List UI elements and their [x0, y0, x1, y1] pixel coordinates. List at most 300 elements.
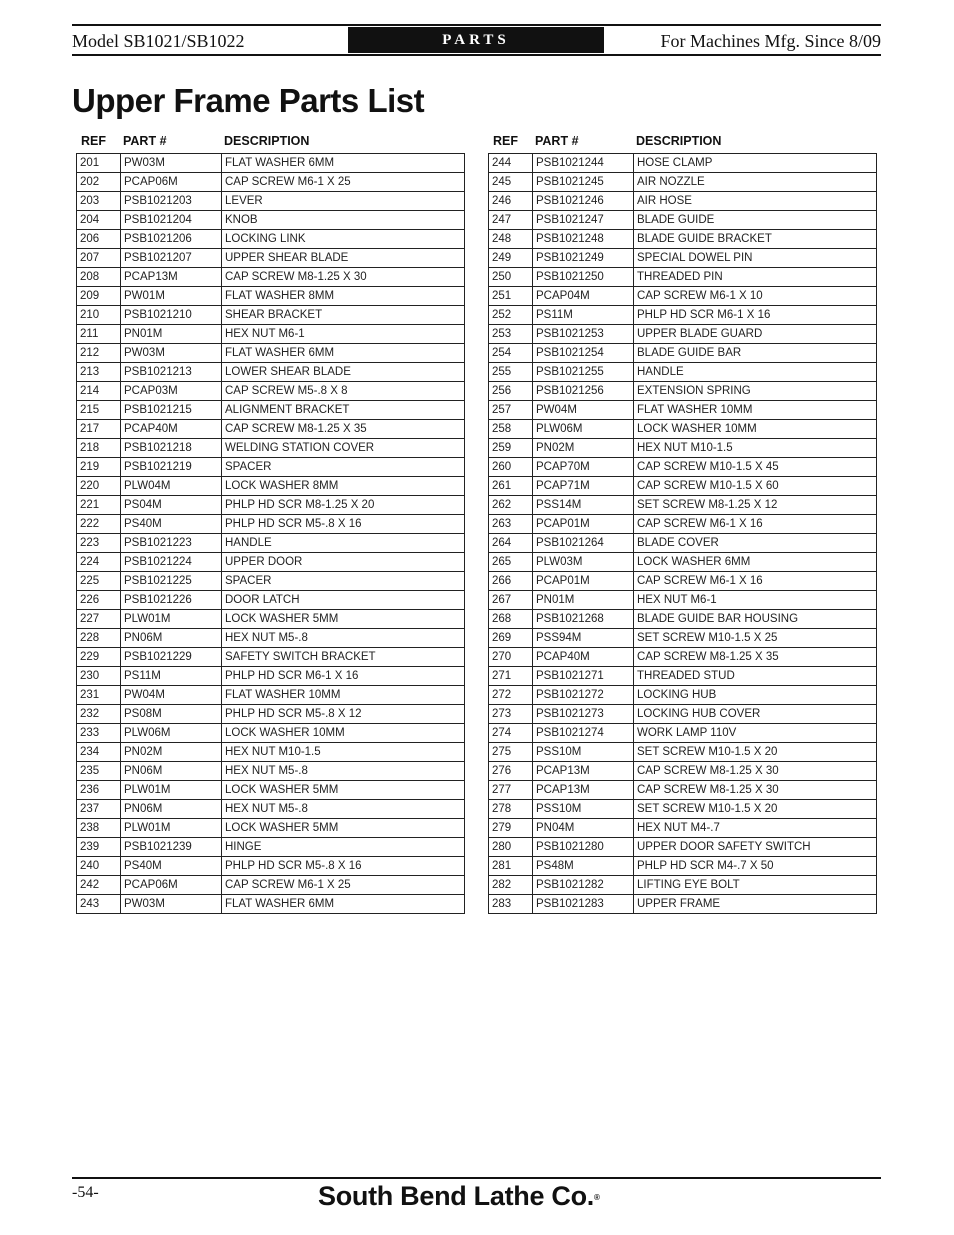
- table-row: [489, 211, 877, 230]
- ref-cell: 275: [489, 743, 533, 762]
- column-header-description: DESCRIPTION: [224, 134, 310, 148]
- description-cell: LOCKING HUB: [634, 686, 877, 705]
- page-title: Upper Frame Parts List: [72, 82, 425, 119]
- ref-cell: 229: [77, 648, 121, 667]
- description-cell: PHLP HD SCR M8-1.25 X 20: [222, 496, 465, 515]
- part-number-cell: PSB1021274: [533, 724, 634, 743]
- part-number-cell: PSB1021219: [121, 458, 222, 477]
- table-row: [77, 705, 465, 724]
- description-cell: LEVER: [222, 192, 465, 211]
- description-cell: PHLP HD SCR M5-.8 X 16: [222, 857, 465, 876]
- table-row: [77, 268, 465, 287]
- part-number-cell: PS04M: [121, 496, 222, 515]
- part-number-cell: PSB1021264: [533, 534, 634, 553]
- table-row: [489, 306, 877, 325]
- description-cell: LOWER SHEAR BLADE: [222, 363, 465, 382]
- ref-cell: 270: [489, 648, 533, 667]
- ref-cell: 264: [489, 534, 533, 553]
- table-row: [489, 382, 877, 401]
- table-row: [489, 515, 877, 534]
- ref-cell: 236: [77, 781, 121, 800]
- part-number-cell: PSB1021224: [121, 553, 222, 572]
- description-cell: HEX NUT M5-.8: [222, 629, 465, 648]
- table-row: [489, 268, 877, 287]
- column-header-ref: REF: [81, 134, 106, 148]
- description-cell: CAP SCREW M6-1 X 25: [222, 876, 465, 895]
- part-number-cell: PS11M: [121, 667, 222, 686]
- brand-name: South Bend Lathe Co.: [318, 1181, 594, 1211]
- description-cell: CAP SCREW M10-1.5 X 60: [634, 477, 877, 496]
- table-row: [77, 496, 465, 515]
- column-headers: [76, 131, 465, 153]
- ref-cell: 226: [77, 591, 121, 610]
- description-cell: FLAT WASHER 10MM: [634, 401, 877, 420]
- table-row: [489, 477, 877, 496]
- table-row: [489, 401, 877, 420]
- table-row: [489, 249, 877, 268]
- ref-cell: 273: [489, 705, 533, 724]
- parts-list-right: [488, 131, 877, 914]
- description-cell: SET SCREW M10-1.5 X 25: [634, 629, 877, 648]
- ref-cell: 249: [489, 249, 533, 268]
- ref-cell: 257: [489, 401, 533, 420]
- description-cell: SET SCREW M10-1.5 X 20: [634, 743, 877, 762]
- description-cell: CAP SCREW M5-.8 X 8: [222, 382, 465, 401]
- ref-cell: 212: [77, 344, 121, 363]
- table-row: [77, 192, 465, 211]
- part-number-cell: PN06M: [121, 762, 222, 781]
- description-cell: PHLP HD SCR M4-.7 X 50: [634, 857, 877, 876]
- ref-cell: 227: [77, 610, 121, 629]
- column-header-part: PART #: [123, 134, 167, 148]
- part-number-cell: PSB1021282: [533, 876, 634, 895]
- table-row: [77, 553, 465, 572]
- ref-cell: 208: [77, 268, 121, 287]
- table-row: [77, 325, 465, 344]
- description-cell: HEX NUT M10-1.5: [222, 743, 465, 762]
- header-since: For Machines Mfg. Since 8/09: [660, 31, 881, 51]
- header-model: Model SB1021/SB1022: [72, 31, 245, 51]
- part-number-cell: PSB1021253: [533, 325, 634, 344]
- description-cell: HEX NUT M4-.7: [634, 819, 877, 838]
- ref-cell: 282: [489, 876, 533, 895]
- table-row: [489, 819, 877, 838]
- ref-cell: 238: [77, 819, 121, 838]
- description-cell: SPACER: [222, 572, 465, 591]
- ref-cell: 237: [77, 800, 121, 819]
- part-number-cell: PCAP06M: [121, 173, 222, 192]
- table-row: [77, 306, 465, 325]
- part-number-cell: PS40M: [121, 515, 222, 534]
- ref-cell: 281: [489, 857, 533, 876]
- description-cell: UPPER FRAME: [634, 895, 877, 914]
- table-row: [489, 325, 877, 344]
- table-row: [489, 458, 877, 477]
- table-row: [489, 344, 877, 363]
- ref-cell: 278: [489, 800, 533, 819]
- description-cell: LOCK WASHER 6MM: [634, 553, 877, 572]
- table-row: [489, 192, 877, 211]
- description-cell: LOCK WASHER 5MM: [222, 610, 465, 629]
- header-section-label: PARTS: [348, 27, 604, 53]
- part-number-cell: PSB1021250: [533, 268, 634, 287]
- part-number-cell: PS40M: [121, 857, 222, 876]
- table-row: [489, 534, 877, 553]
- description-cell: FLAT WASHER 6MM: [222, 154, 465, 173]
- description-cell: CAP SCREW M10-1.5 X 45: [634, 458, 877, 477]
- ref-cell: 209: [77, 287, 121, 306]
- table-row: [489, 572, 877, 591]
- ref-cell: 274: [489, 724, 533, 743]
- part-number-cell: PSS14M: [533, 496, 634, 515]
- description-cell: PHLP HD SCR M6-1 X 16: [222, 667, 465, 686]
- ref-cell: 210: [77, 306, 121, 325]
- description-cell: BLADE GUIDE BAR: [634, 344, 877, 363]
- ref-cell: 235: [77, 762, 121, 781]
- description-cell: LOCK WASHER 10MM: [222, 724, 465, 743]
- ref-cell: 203: [77, 192, 121, 211]
- ref-cell: 252: [489, 306, 533, 325]
- description-cell: DOOR LATCH: [222, 591, 465, 610]
- table-row: [77, 439, 465, 458]
- description-cell: WELDING STATION COVER: [222, 439, 465, 458]
- description-cell: FLAT WASHER 8MM: [222, 287, 465, 306]
- table-row: [489, 838, 877, 857]
- table-row: [77, 610, 465, 629]
- description-cell: KNOB: [222, 211, 465, 230]
- part-number-cell: PSB1021254: [533, 344, 634, 363]
- ref-cell: 233: [77, 724, 121, 743]
- table-row: [77, 876, 465, 895]
- description-cell: LOCK WASHER 8MM: [222, 477, 465, 496]
- ref-cell: 217: [77, 420, 121, 439]
- table-row: [489, 857, 877, 876]
- ref-cell: 260: [489, 458, 533, 477]
- table-row: [77, 211, 465, 230]
- description-cell: LIFTING EYE BOLT: [634, 876, 877, 895]
- part-number-cell: PCAP40M: [121, 420, 222, 439]
- part-number-cell: PCAP71M: [533, 477, 634, 496]
- ref-cell: 201: [77, 154, 121, 173]
- part-number-cell: PSB1021246: [533, 192, 634, 211]
- ref-cell: 231: [77, 686, 121, 705]
- description-cell: THREADED PIN: [634, 268, 877, 287]
- ref-cell: 220: [77, 477, 121, 496]
- description-cell: HINGE: [222, 838, 465, 857]
- ref-cell: 279: [489, 819, 533, 838]
- part-number-cell: PSB1021206: [121, 230, 222, 249]
- column-header-ref: REF: [493, 134, 518, 148]
- ref-cell: 254: [489, 344, 533, 363]
- ref-cell: 258: [489, 420, 533, 439]
- description-cell: CAP SCREW M6-1 X 16: [634, 515, 877, 534]
- ref-cell: 228: [77, 629, 121, 648]
- ref-cell: 259: [489, 439, 533, 458]
- registered-mark: ®: [593, 1193, 600, 1202]
- description-cell: HOSE CLAMP: [634, 154, 877, 173]
- description-cell: HEX NUT M5-.8: [222, 762, 465, 781]
- part-number-cell: PLW01M: [121, 781, 222, 800]
- ref-cell: 202: [77, 173, 121, 192]
- ref-cell: 223: [77, 534, 121, 553]
- ref-cell: 262: [489, 496, 533, 515]
- table-row: [77, 762, 465, 781]
- description-cell: LOCK WASHER 5MM: [222, 819, 465, 838]
- part-number-cell: PN02M: [533, 439, 634, 458]
- description-cell: CAP SCREW M8-1.25 X 35: [634, 648, 877, 667]
- table-row: [489, 781, 877, 800]
- ref-cell: 250: [489, 268, 533, 287]
- table-row: [77, 401, 465, 420]
- part-number-cell: PW03M: [121, 154, 222, 173]
- description-cell: UPPER SHEAR BLADE: [222, 249, 465, 268]
- ref-cell: 246: [489, 192, 533, 211]
- ref-cell: 213: [77, 363, 121, 382]
- part-number-cell: PSB1021256: [533, 382, 634, 401]
- table-row: [77, 819, 465, 838]
- table-row: [489, 686, 877, 705]
- table-row: [489, 724, 877, 743]
- part-number-cell: PSB1021268: [533, 610, 634, 629]
- part-number-cell: PSB1021207: [121, 249, 222, 268]
- ref-cell: 211: [77, 325, 121, 344]
- table-row: [77, 572, 465, 591]
- ref-cell: 255: [489, 363, 533, 382]
- ref-cell: 207: [77, 249, 121, 268]
- part-number-cell: PLW01M: [121, 819, 222, 838]
- table-row: [77, 800, 465, 819]
- ref-cell: 271: [489, 667, 533, 686]
- ref-cell: 247: [489, 211, 533, 230]
- part-number-cell: PS48M: [533, 857, 634, 876]
- part-number-cell: PCAP01M: [533, 572, 634, 591]
- description-cell: PHLP HD SCR M5-.8 X 16: [222, 515, 465, 534]
- ref-cell: 239: [77, 838, 121, 857]
- table-row: [77, 724, 465, 743]
- table-row: [77, 249, 465, 268]
- ref-cell: 214: [77, 382, 121, 401]
- description-cell: CAP SCREW M8-1.25 X 30: [634, 781, 877, 800]
- description-cell: EXTENSION SPRING: [634, 382, 877, 401]
- table-row: [77, 477, 465, 496]
- part-number-cell: PSB1021213: [121, 363, 222, 382]
- table-row: [77, 781, 465, 800]
- table-row: [489, 610, 877, 629]
- table-row: [77, 629, 465, 648]
- part-number-cell: PW03M: [121, 344, 222, 363]
- ref-cell: 251: [489, 287, 533, 306]
- ref-cell: 218: [77, 439, 121, 458]
- part-number-cell: PSB1021273: [533, 705, 634, 724]
- part-number-cell: PLW04M: [121, 477, 222, 496]
- table-row: [77, 173, 465, 192]
- description-cell: SET SCREW M10-1.5 X 20: [634, 800, 877, 819]
- description-cell: FLAT WASHER 6MM: [222, 895, 465, 914]
- description-cell: WORK LAMP 110V: [634, 724, 877, 743]
- description-cell: THREADED STUD: [634, 667, 877, 686]
- description-cell: UPPER DOOR: [222, 553, 465, 572]
- ref-cell: 268: [489, 610, 533, 629]
- table-row: [77, 534, 465, 553]
- part-number-cell: PSB1021245: [533, 173, 634, 192]
- part-number-cell: PN01M: [121, 325, 222, 344]
- table-row: [77, 230, 465, 249]
- part-number-cell: PSB1021225: [121, 572, 222, 591]
- ref-cell: 204: [77, 211, 121, 230]
- table-row: [77, 363, 465, 382]
- description-cell: UPPER BLADE GUARD: [634, 325, 877, 344]
- ref-cell: 256: [489, 382, 533, 401]
- description-cell: HEX NUT M6-1: [634, 591, 877, 610]
- table-row: [489, 705, 877, 724]
- part-number-cell: PSB1021272: [533, 686, 634, 705]
- ref-cell: 266: [489, 572, 533, 591]
- table-row: [77, 648, 465, 667]
- table-row: [489, 173, 877, 192]
- table-row: [77, 515, 465, 534]
- column-header-part: PART #: [535, 134, 579, 148]
- part-number-cell: PLW06M: [533, 420, 634, 439]
- table-row: [77, 420, 465, 439]
- part-number-cell: PN06M: [121, 800, 222, 819]
- description-cell: BLADE GUIDE: [634, 211, 877, 230]
- part-number-cell: PSS10M: [533, 743, 634, 762]
- description-cell: SHEAR BRACKET: [222, 306, 465, 325]
- part-number-cell: PSB1021223: [121, 534, 222, 553]
- ref-cell: 230: [77, 667, 121, 686]
- description-cell: HANDLE: [222, 534, 465, 553]
- description-cell: HANDLE: [634, 363, 877, 382]
- description-cell: UPPER DOOR SAFETY SWITCH: [634, 838, 877, 857]
- description-cell: PHLP HD SCR M6-1 X 16: [634, 306, 877, 325]
- part-number-cell: PN01M: [533, 591, 634, 610]
- part-number-cell: PN04M: [533, 819, 634, 838]
- table-row: [77, 838, 465, 857]
- parts-table-left: [76, 153, 465, 914]
- ref-cell: 221: [77, 496, 121, 515]
- part-number-cell: PCAP13M: [533, 762, 634, 781]
- ref-cell: 225: [77, 572, 121, 591]
- part-number-cell: PN02M: [121, 743, 222, 762]
- brand-logo: [318, 1178, 600, 1214]
- ref-cell: 245: [489, 173, 533, 192]
- part-number-cell: PN06M: [121, 629, 222, 648]
- table-row: [77, 382, 465, 401]
- description-cell: SPECIAL DOWEL PIN: [634, 249, 877, 268]
- ref-cell: 206: [77, 230, 121, 249]
- ref-cell: 222: [77, 515, 121, 534]
- table-row: [489, 876, 877, 895]
- part-number-cell: PS08M: [121, 705, 222, 724]
- ref-cell: 240: [77, 857, 121, 876]
- table-row: [489, 230, 877, 249]
- part-number-cell: PCAP03M: [121, 382, 222, 401]
- table-row: [489, 743, 877, 762]
- table-row: [489, 762, 877, 781]
- ref-cell: 243: [77, 895, 121, 914]
- ref-cell: 234: [77, 743, 121, 762]
- ref-cell: 253: [489, 325, 533, 344]
- table-row: [77, 857, 465, 876]
- description-cell: ALIGNMENT BRACKET: [222, 401, 465, 420]
- ref-cell: 261: [489, 477, 533, 496]
- ref-cell: 263: [489, 515, 533, 534]
- part-number-cell: PSB1021215: [121, 401, 222, 420]
- table-row: [489, 629, 877, 648]
- table-row: [77, 287, 465, 306]
- parts-list-left: [76, 131, 465, 914]
- table-row: [77, 591, 465, 610]
- description-cell: CAP SCREW M8-1.25 X 35: [222, 420, 465, 439]
- description-cell: AIR NOZZLE: [634, 173, 877, 192]
- part-number-cell: PCAP06M: [121, 876, 222, 895]
- table-row: [489, 154, 877, 173]
- description-cell: CAP SCREW M6-1 X 16: [634, 572, 877, 591]
- table-row: [489, 420, 877, 439]
- ref-cell: 277: [489, 781, 533, 800]
- description-cell: PHLP HD SCR M5-.8 X 12: [222, 705, 465, 724]
- ref-cell: 215: [77, 401, 121, 420]
- part-number-cell: PSB1021226: [121, 591, 222, 610]
- table-row: [77, 154, 465, 173]
- description-cell: CAP SCREW M8-1.25 X 30: [634, 762, 877, 781]
- part-number-cell: PSB1021204: [121, 211, 222, 230]
- description-cell: SET SCREW M8-1.25 X 12: [634, 496, 877, 515]
- description-cell: FLAT WASHER 10MM: [222, 686, 465, 705]
- ref-cell: 244: [489, 154, 533, 173]
- ref-cell: 269: [489, 629, 533, 648]
- part-number-cell: PW04M: [533, 401, 634, 420]
- description-cell: BLADE GUIDE BRACKET: [634, 230, 877, 249]
- page-number: -54-: [72, 1184, 99, 1201]
- table-row: [77, 458, 465, 477]
- description-cell: LOCK WASHER 10MM: [634, 420, 877, 439]
- description-cell: CAP SCREW M6-1 X 10: [634, 287, 877, 306]
- ref-cell: 283: [489, 895, 533, 914]
- part-number-cell: PW03M: [121, 895, 222, 914]
- ref-cell: 272: [489, 686, 533, 705]
- description-cell: CAP SCREW M6-1 X 25: [222, 173, 465, 192]
- ref-cell: 276: [489, 762, 533, 781]
- table-row: [77, 344, 465, 363]
- description-cell: FLAT WASHER 6MM: [222, 344, 465, 363]
- description-cell: LOCKING HUB COVER: [634, 705, 877, 724]
- table-row: [489, 895, 877, 914]
- table-row: [489, 439, 877, 458]
- part-number-cell: PW01M: [121, 287, 222, 306]
- part-number-cell: PCAP13M: [121, 268, 222, 287]
- ref-cell: 224: [77, 553, 121, 572]
- part-number-cell: PSS10M: [533, 800, 634, 819]
- description-cell: AIR HOSE: [634, 192, 877, 211]
- part-number-cell: PSB1021271: [533, 667, 634, 686]
- ref-cell: 219: [77, 458, 121, 477]
- table-row: [489, 800, 877, 819]
- ref-cell: 280: [489, 838, 533, 857]
- part-number-cell: PCAP40M: [533, 648, 634, 667]
- description-cell: LOCKING LINK: [222, 230, 465, 249]
- part-number-cell: PSB1021249: [533, 249, 634, 268]
- table-row: [77, 895, 465, 914]
- part-number-cell: PSB1021247: [533, 211, 634, 230]
- part-number-cell: PCAP04M: [533, 287, 634, 306]
- ref-cell: 267: [489, 591, 533, 610]
- part-number-cell: PSB1021244: [533, 154, 634, 173]
- table-row: [489, 287, 877, 306]
- table-row: [489, 667, 877, 686]
- part-number-cell: PSB1021248: [533, 230, 634, 249]
- part-number-cell: PSB1021239: [121, 838, 222, 857]
